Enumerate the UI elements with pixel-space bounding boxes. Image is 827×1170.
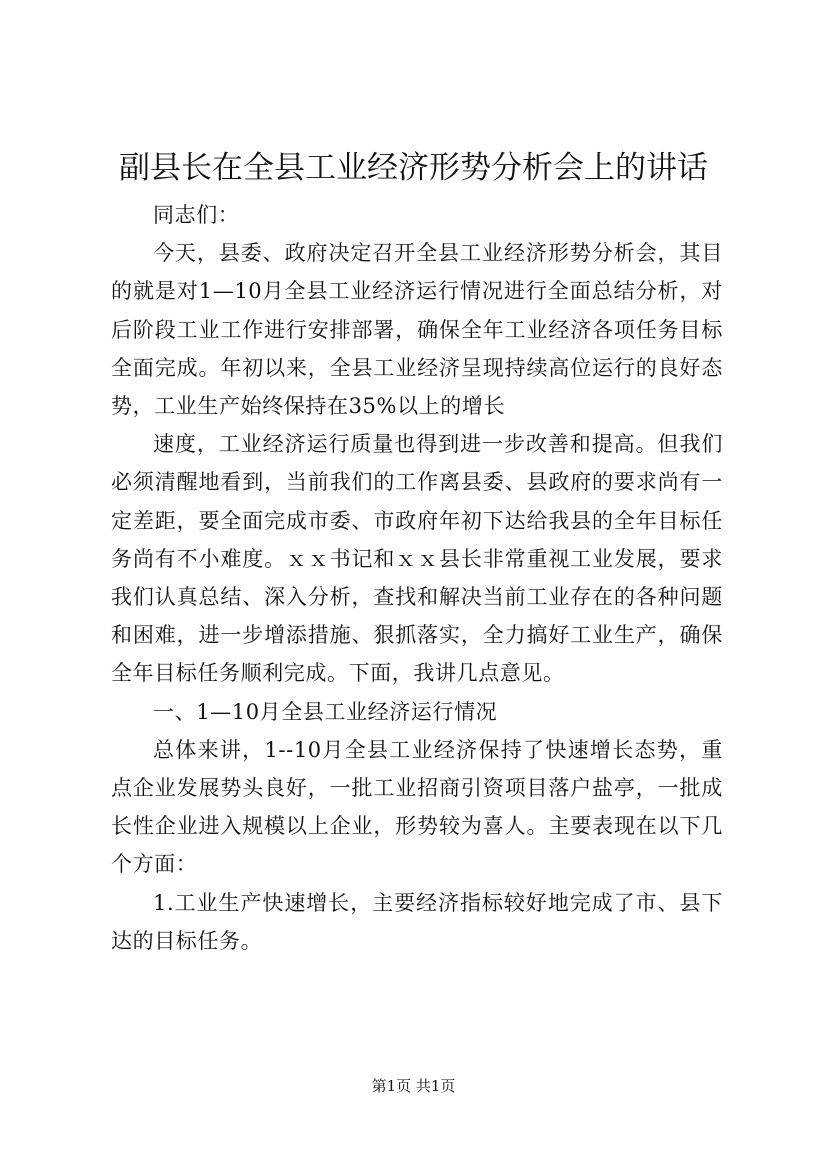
paragraph-point-1: 1.工业生产快速增长，主要经济指标较好地完成了市、县下达的目标任务。 — [111, 890, 723, 953]
page-footer: 第1页 共1页 — [371, 1077, 456, 1095]
paragraph-situation: 速度，工业经济运行质量也得到进一步改善和提高。但我们必须清醒地看到，当前我们的工作离县委、县政府的要求尚有一定差距，要全面完成市委、市政府年初下达给我县的全年目标任务尚有不小难度。ｘｘ书记和ｘｘ县长非常重视工业发展，要求我们认真总结、深入分析，查找和解决当前工业存在的各种问题和困难，进一步增添措施、狠抓落实，全力搞好工业生产，确保全年目标任务顺利完成。下面，我讲几点意见。 — [111, 432, 723, 686]
paragraph-intro: 今天，县委、政府决定召开全县工业经济形势分析会，其目的就是对1—10月全县工业经济运行情况进行全面总结分析，对后阶段工业工作进行安排部署，确保全年工业经济各项任务目标全面完成。年初以来，全县工业经济呈现持续高位运行的良好态势，工业生产始终保持在35%以上的增长 — [111, 241, 723, 419]
paragraph-salutation: 同志们： — [153, 203, 240, 227]
section-heading-1: 一、1—10月全县工业经济运行情况 — [153, 699, 498, 724]
paragraph-overview: 总体来讲，1--10月全县工业经济保持了快速增长态势，重点企业发展势头良好，一批工业招商引资项目落户盐亭，一批成长性企业进入规模以上企业，形势较为喜人。主要表现在以下几个方面： — [111, 737, 723, 877]
document-body — [111, 196, 723, 960]
document-title: 副县长在全县工业经济形势分析会上的讲话 — [119, 150, 708, 186]
